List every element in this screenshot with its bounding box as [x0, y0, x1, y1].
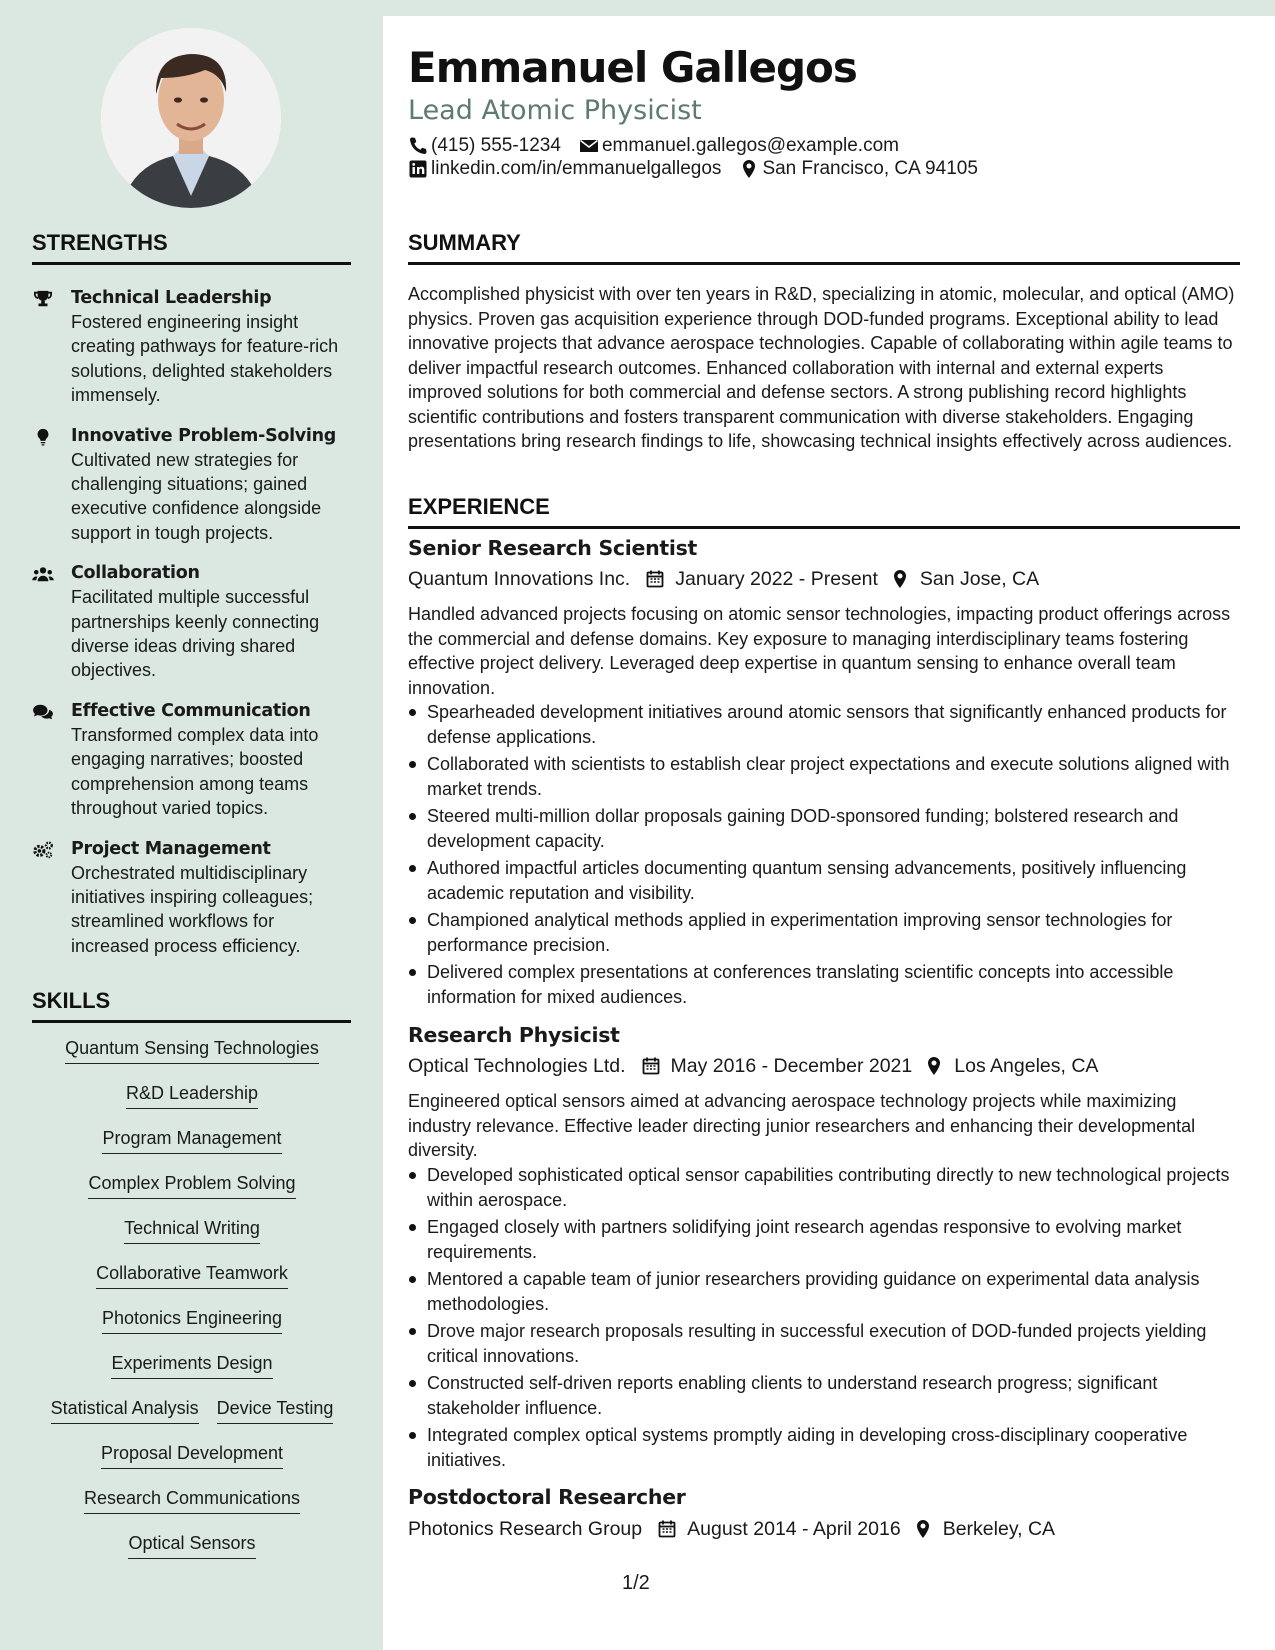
list-item: Engaged closely with partners solidifying joint research agendas responsive to evolving market requirements. [408, 1215, 1240, 1264]
job-dates: January 2022 - Present [675, 568, 878, 590]
strength-item [32, 424, 352, 546]
list-item: Championed analytical methods applied in experimentation improving sensor technologies for performance precision. [408, 908, 1240, 957]
skill-tag: Quantum Sensing Technologies [65, 1036, 319, 1081]
job-dates: August 2014 - April 2016 [687, 1518, 901, 1540]
skill-tag: Technical Writing [124, 1216, 260, 1261]
job-description: Handled advanced projects focusing on atomic sensor technologies, impacting product offerings across the commercial and defense domains. Key exposure to managing interdisciplinary teams fostering effective project delivery. Leveraged deep expertise in quantum sensing to enhance overall team innovation. [408, 604, 1231, 698]
list-item: Developed sophisticated optical sensor capabilities contributing directly to new technological projects within aerospace. [408, 1163, 1240, 1212]
list-item: Spearheaded development initiatives around atomic sensors that significantly enhanced products for defense applications. [408, 700, 1240, 749]
users-icon [32, 561, 71, 683]
candidate-title: Lead Atomic Physicist [408, 95, 702, 126]
calendar-icon [657, 1519, 677, 1539]
skill-tag: Experiments Design [111, 1351, 272, 1396]
phone-icon [408, 136, 428, 156]
email-text[interactable]: emmanuel.gallegos@example.com [601, 135, 899, 156]
strength-desc: Facilitated multiple successful partnerships keenly connecting diverse ideas driving shared objectives. [71, 587, 320, 681]
calendar-icon [641, 1056, 661, 1076]
phone-text: (415) 555-1234 [431, 135, 561, 156]
skill-tag: R&D Leadership [126, 1081, 258, 1126]
skill-tag: Complex Problem Solving [88, 1171, 295, 1216]
linkedin-item [408, 156, 721, 182]
map-pin-icon [739, 159, 759, 179]
map-pin-icon [924, 1056, 944, 1076]
skill-tag: Photonics Engineering [102, 1306, 282, 1351]
strength-item [32, 561, 352, 683]
gears-icon [32, 837, 71, 959]
calendar-icon [645, 569, 665, 589]
location-item [739, 156, 977, 182]
linkedin-icon [408, 159, 428, 179]
page-number: 1/2 [622, 1572, 650, 1594]
job-role: Postdoctoral Researcher [408, 1485, 686, 1509]
job-location: Berkeley, CA [942, 1518, 1056, 1540]
map-pin-icon [890, 569, 910, 589]
job-location: San Jose, CA [919, 568, 1040, 590]
job-bullets [408, 700, 1240, 1012]
location-text: San Francisco, CA 94105 [762, 158, 978, 179]
list-item: Collaborated with scientists to establish clear project expectations and execute solutions aligned with market trends. [408, 752, 1240, 801]
job-company: Quantum Innovations Inc. [408, 568, 631, 590]
linkedin-text[interactable]: linkedin.com/in/emmanuelgallegos [431, 158, 722, 179]
list-item: Steered multi-million dollar proposals gaining DOD-sponsored funding; bolstered research and development capacity. [408, 804, 1240, 853]
strength-desc: Cultivated new strategies for challenging situations; gained executive confidence alongside support in tough projects. [71, 449, 322, 543]
job-meta [408, 565, 1039, 593]
strengths-heading: STRENGTHS [32, 230, 351, 265]
skill-tag: Statistical Analysis [51, 1396, 199, 1441]
strength-title: Innovative Problem-Solving [71, 425, 336, 446]
skills-list [32, 1036, 352, 1576]
job-description: Engineered optical sensors aimed at advancing aerospace technology projects while maximizing industry relevance. Effective leader directing junior researchers and enhancing their developmental diversity. [408, 1091, 1196, 1160]
strength-desc: Orchestrated multidisciplinary initiatives inspiring colleagues; streamlined workflows for increased process efficiency. [71, 862, 314, 956]
strength-title: Technical Leadership [71, 288, 272, 308]
trophy-icon [32, 286, 71, 408]
job-meta [408, 1052, 1098, 1080]
skill-tag: Research Communications [84, 1486, 300, 1531]
list-item: Delivered complex presentations at conferences translating scientific concepts into accessible information for mixed audiences. [408, 960, 1240, 1009]
list-item: Constructed self-driven reports enabling clients to understand research progress; significant stakeholder influence. [408, 1371, 1240, 1420]
skill-tag: Device Testing [217, 1396, 334, 1441]
job-dates: May 2016 - December 2021 [670, 1055, 913, 1077]
strength-title: Effective Communication [71, 700, 311, 721]
strength-title: Project Management [71, 838, 271, 859]
skill-tag: Proposal Development [101, 1441, 283, 1486]
map-pin-icon [913, 1519, 933, 1539]
skill-tag: Optical Sensors [128, 1531, 255, 1576]
job-location: Los Angeles, CA [954, 1055, 1099, 1077]
strength-desc: Fostered engineering insight creating pathways for feature-rich solutions, delighted stakeholders immensely. [71, 312, 339, 406]
strength-desc: Transformed complex data into engaging narratives; boosted comprehension among teams throughout varied topics. [71, 724, 319, 819]
summary-text: Accomplished physicist with over ten years in R&D, specializing in atomic, molecular, and optical (AMO) physics. Proven gas acquisition experience through DOD-funded programs. Exceptional ability to lead innovative projects that advance aerospace technologies. Capable of collaborating within agile teams to deliver impactful research outcomes. Enhanced collaboration with internal and external experts improved solutions for both commercial and defense sectors. A strong publishing record highlights scientific contributions and fosters transparent communication with diverse stakeholders. Engaging presentations bring research findings to life, showcasing technical insights effectively across audiences. [408, 284, 1235, 451]
list-item: Mentored a capable team of junior researchers providing guidance on experimental data analysis methodologies. [408, 1267, 1240, 1316]
summary-heading: SUMMARY [408, 230, 1240, 265]
skill-tag: Collaborative Teamwork [96, 1261, 288, 1306]
strength-item [32, 286, 352, 408]
list-item: Drove major research proposals resulting in successful execution of DOD-funded projects yielding critical innovations. [408, 1319, 1240, 1368]
list-item: Authored impactful articles documenting quantum sensing advancements, positively influencing academic reputation and visibility. [408, 856, 1240, 905]
strength-item [32, 837, 352, 959]
job-company: Optical Technologies Ltd. [408, 1055, 626, 1077]
job-company: Photonics Research Group [408, 1518, 643, 1540]
strength-item [32, 699, 352, 821]
contact-row-2 [408, 156, 996, 182]
job-role: Research Physicist [408, 1023, 620, 1047]
lightbulb-icon [32, 424, 71, 546]
job-role: Senior Research Scientist [408, 536, 698, 560]
comments-icon [32, 699, 71, 821]
strengths-list [32, 286, 352, 974]
profile-photo [101, 28, 281, 208]
job-bullets [408, 1163, 1240, 1475]
experience-heading: EXPERIENCE [408, 494, 1240, 529]
envelope-icon [579, 136, 599, 156]
skills-heading: SKILLS [32, 988, 351, 1023]
job-meta [408, 1515, 1055, 1543]
list-item: Integrated complex optical systems promptly aiding in developing cross-disciplinary cooperative initiatives. [408, 1423, 1240, 1472]
skill-tag: Program Management [102, 1126, 281, 1171]
candidate-name: Emmanuel Gallegos [408, 43, 857, 92]
strength-title: Collaboration [71, 563, 200, 584]
